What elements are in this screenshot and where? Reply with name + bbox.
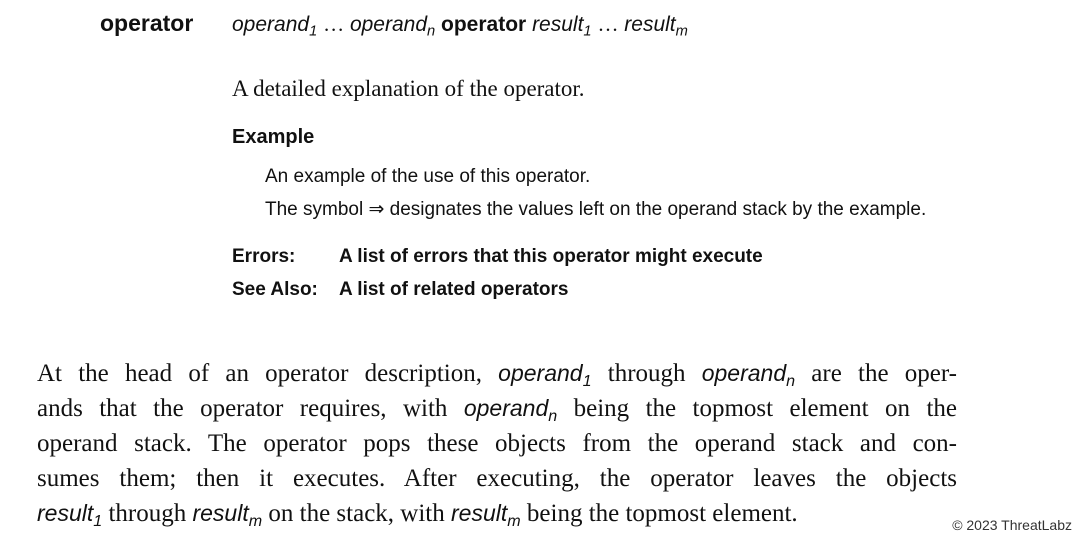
errors-label: Errors:: [232, 246, 296, 267]
synopsis-operator: operator: [441, 13, 527, 36]
example-text: The symbol ⇒ designates the values left on the operand stack by the example.: [265, 199, 927, 220]
paragraph-line: operand stack. The operator pops these objects from the operand stack and con-: [37, 430, 957, 457]
example-text: An example of the use of this operator.: [265, 166, 591, 187]
see-also-value: A list of related operators: [339, 279, 569, 300]
operand-first: operand$_1$: [232, 13, 318, 40]
paragraph-line: result$_1$ through result$_m$ on the stack, with result$_m$ being the topmost element.: [37, 500, 798, 530]
copyright-notice: © 2023 ThreatLabz: [952, 517, 1072, 533]
errors-value: A list of errors that this operator might execute: [339, 246, 763, 267]
result-first: result$_1$: [532, 13, 592, 40]
see-also-label: See Also:: [232, 279, 318, 300]
operand-last: operand$_n$: [349, 13, 436, 40]
operator-name: operator: [100, 10, 194, 36]
paragraph-line: ands that the operator requires, with operand$_n$ being the topmost element on the: [37, 395, 957, 425]
ellipsis: …: [597, 12, 619, 36]
operator-synopsis: [232, 12, 688, 40]
paragraph-line: At the head of an operator description, operand$_1$ through operand$_n$ are the oper-: [37, 360, 957, 390]
paragraph-line: sumes them; then it executes. After executing, the operator leaves the objects: [37, 465, 957, 492]
example-heading: Example: [232, 126, 315, 148]
ellipsis: …: [323, 12, 345, 36]
operator-explanation: A detailed explanation of the operator.: [232, 76, 585, 101]
result-last: result$_m$: [624, 13, 688, 40]
